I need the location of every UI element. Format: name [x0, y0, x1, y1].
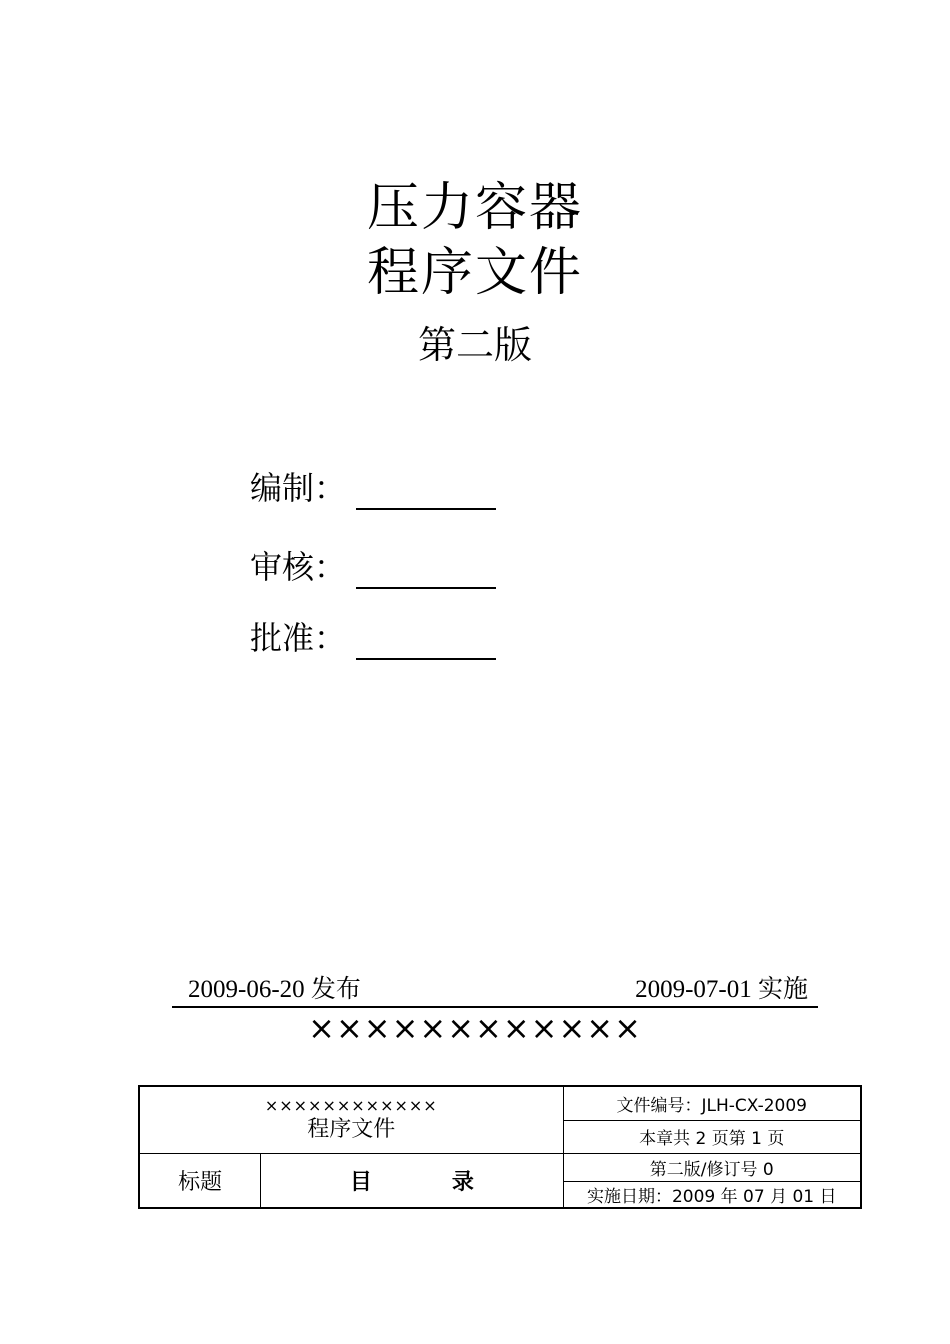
signature-label: 批准： — [250, 619, 347, 657]
company-cell — [139, 1086, 563, 1153]
signature-blank-line — [356, 658, 496, 660]
doc-type: 程序文件 — [307, 1116, 396, 1142]
document-title-line2: 程序文件 — [366, 243, 583, 303]
issue-date: 2009-06-20 发布 — [188, 976, 361, 1003]
signature-row-reviewed — [250, 545, 346, 589]
signature-row-compiled — [250, 466, 346, 510]
edition-label: 第二版 — [417, 323, 532, 367]
signature-blank-line — [356, 587, 496, 589]
file-number: 文件编号：JLH-CX-2009 — [563, 1086, 861, 1120]
signature-row-approved — [250, 616, 346, 660]
page-count: 本章共 2 页第 1 页 — [563, 1120, 861, 1153]
document-header-table — [138, 1085, 862, 1209]
company-name-placeholder — [0, 1008, 950, 1048]
revision-number: 第二版/修订号 0 — [563, 1153, 861, 1181]
company-name: ×××××××××××× — [264, 1095, 438, 1115]
title-char-1: 目 — [349, 1169, 372, 1195]
date-row — [172, 974, 818, 1008]
document-title-line1: 压力容器 — [366, 178, 583, 238]
title-value — [261, 1153, 563, 1208]
signature-label: 编制： — [250, 469, 347, 507]
title-char-2: 录 — [451, 1169, 474, 1195]
effective-date-cell: 实施日期：2009 年 07 月 01 日 — [563, 1181, 861, 1208]
company-placeholder-text: ×××××××××××× — [308, 1009, 642, 1047]
title-label: 标题 — [139, 1153, 261, 1208]
signature-label: 审核： — [250, 548, 347, 586]
signature-blank-line — [356, 508, 496, 510]
effective-date: 2009-07-01 实施 — [635, 976, 808, 1003]
